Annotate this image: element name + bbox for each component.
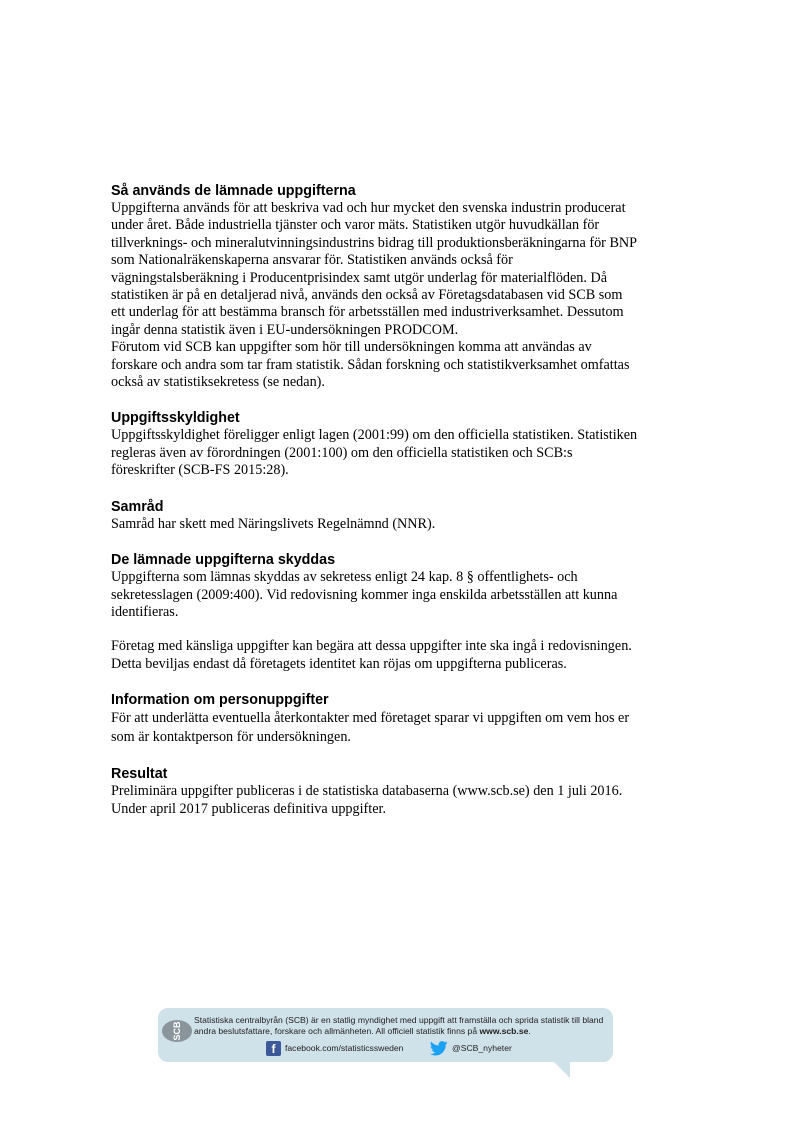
facebook-label: facebook.com/statisticssweden [285,1043,404,1053]
section-usage [111,183,639,391]
section-paragraph: För att underlätta eventuella återkontakter med företaget sparar vi uppgiften om vem hos er som är kontaktperson för undersökningen. [111,710,630,746]
section-consultation [111,499,639,533]
section-heading: Så används de lämnade uppgifterna [111,183,356,199]
section-paragraph: Uppgiftsskyldighet föreligger enligt lagen (2001:99) om den officiella statistiken. Statistiken regleras även av förordningen (2001:100) om den officiella statistiken och SCB:s föreskrifter (SCB-FS 2015:28). [111,427,638,479]
section-paragraph: Uppgifterna används för att beskriva vad och hur mycket den svenska industrin producerat under året. Både industriella tjänster och varor mäts. Statistiken utgör huvudkällan för tillverknings- och mineralutvinningsindustrins bidrag till produktionsberäkningarna för BNP som Nationalräkenskaperna ansvarar för. Statistiken används också för vägningstalsberäkning i Producentprisindex samt utgör underlag för materialflöden. Då statistiken är på en detaljerad nivå, används den också av Företagsdatabasen vid SCB som ett underlag för att bestämma bransch för arbetsställen med industriverksamhet. Dessutom ingår denna statistik även i EU-undersökningen PRODCOM. [111,200,637,338]
section-paragraph: Uppgifterna som lämnas skyddas av sekretess enligt 24 kap. 8 § offentlighets- och sekretesslagen (2009:400). Vid redovisning kommer inga enskilda arbetsställen att kunna identifieras. [111,569,618,620]
section-obligation [111,410,639,479]
section-heading: Samråd [111,498,164,515]
footer-text [194,1015,606,1037]
section-heading: De lämnade uppgifterna skyddas [111,552,336,569]
twitter-label: @SCB_nyheter [452,1043,512,1053]
section-protection [111,552,639,673]
section-heading: Resultat [111,766,168,783]
facebook-link[interactable] [266,1040,403,1056]
footer-banner [158,1008,613,1062]
section-paragraph: Samråd har skett med Näringslivets Regelnämnd (NNR). [111,515,436,532]
section-paragraph: Förutom vid SCB kan uppgifter som hör till undersökningen komma att användas av forskare och andra som tar fram statistik. Sådan forskning och statistikverksamhet omfattas också av statistiksekretess (se nedan). [111,339,630,391]
scb-logo: SCB [162,1020,192,1042]
section-paragraph: Företag med känsliga uppgifter kan begära att dessa uppgifter inte ska ingå i redovisningen. Detta beviljas endast då företagets identitet kan röjas om uppgifterna publiceras. [111,638,632,672]
section-personal-data [111,692,639,747]
footer-description: Statistiska centralbyrån (SCB) är en statlig myndighet med uppgift att framställa och sprida statistik till bland andra beslutsfattare, forskare och allmänheten. All officiell statistik finns på [194,1015,604,1036]
twitter-link[interactable] [430,1040,512,1056]
section-heading: Information om personuppgifter [111,692,329,709]
facebook-icon: f [266,1041,281,1056]
document-body [111,183,639,837]
section-paragraph: Preliminära uppgifter publiceras i de statistiska databaserna (www.scb.se) den 1 juli 2016. Under april 2017 publiceras definitiva uppgifter. [111,783,623,817]
footer-url[interactable]: www.scb.se [479,1026,529,1036]
section-results [111,766,639,818]
twitter-icon [430,1041,448,1056]
section-heading: Uppgiftsskyldighet [111,410,240,427]
speech-bubble-tail [552,1060,570,1078]
footer-url-suffix: . [528,1026,531,1036]
